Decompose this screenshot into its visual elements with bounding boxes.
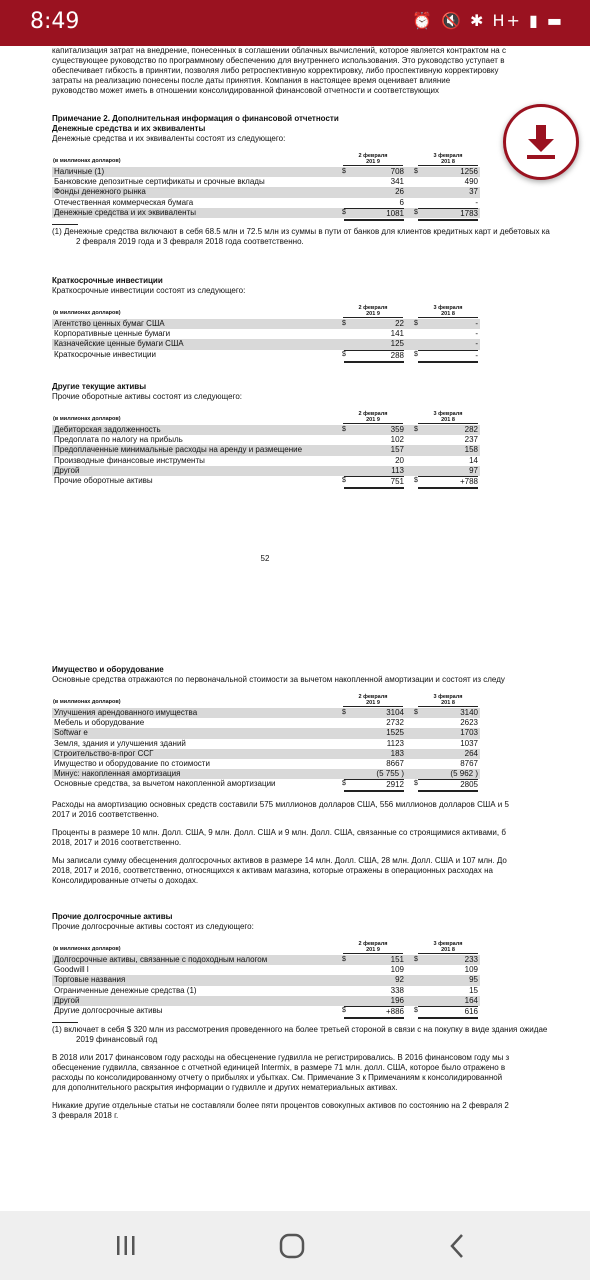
row-label: Земля, здания и улучшения зданий (54, 738, 186, 748)
table-row (52, 198, 480, 208)
value-2018: - (475, 319, 478, 328)
table-row (52, 779, 480, 789)
other-long-term-intro: Прочие долгосрочные активы состоят из следующего: (52, 922, 254, 931)
col-year: 201 8 (441, 311, 455, 317)
value-2019: 1123 (386, 738, 404, 748)
value-2019: 708 (390, 167, 404, 176)
value-2019: 8667 (386, 758, 404, 768)
value-2018: 233 (464, 955, 478, 964)
value-2019: 6 (399, 197, 404, 207)
value-2019: 157 (390, 445, 404, 455)
row-label: Мебель и оборудование (54, 718, 145, 728)
table-row (52, 1006, 480, 1016)
short-term-section (52, 276, 590, 360)
fragment-line: затраты на реализацию понесены после даты принятия. Компания в настоящее время оценивает влияние (52, 76, 451, 85)
col-year: 201 9 (366, 311, 380, 317)
ppe-intro: Основные средства отражаются по первоначальной стоимости за вычетом накопленной амортизации и состоят из следу (52, 675, 505, 684)
row-label: Наличные (1) (54, 167, 105, 176)
row-label: Softwar e (54, 728, 88, 738)
value-2018: - (418, 350, 478, 363)
value-2019: 359 (390, 425, 404, 434)
currency-sign: $ (414, 208, 418, 216)
row-label: Банковские депозитные сертификаты и срочные вклады (54, 177, 265, 187)
row-label: Улучшения арендованного имущества (54, 708, 198, 717)
value-2018: 158 (464, 445, 478, 455)
value-2018: 37 (469, 187, 478, 197)
column-header-2019 (343, 694, 403, 707)
value-2018: 164 (464, 995, 478, 1005)
unit-label: (в миллионах долларов) (53, 946, 121, 952)
back-icon (438, 1229, 478, 1263)
row-label: Фонды денежного рынка (54, 187, 146, 197)
column-header-2018 (418, 305, 478, 318)
value-2019: 183 (390, 748, 404, 758)
short-term-intro: Краткосрочные инвестиции состоят из следующего: (52, 286, 246, 295)
value-2019: 2912 (344, 779, 404, 792)
short-term-table (52, 301, 480, 360)
value-2019: 288 (344, 350, 404, 363)
table-row (52, 996, 480, 1006)
other-current-table (52, 407, 480, 486)
currency-sign: $ (342, 476, 346, 484)
long-term-footnote (52, 1022, 590, 1045)
currency-sign: $ (414, 476, 418, 484)
row-label: Корпоративные ценные бумаги (54, 329, 171, 339)
currency-sign: $ (342, 1006, 346, 1014)
col-date: 3 февраля (433, 153, 463, 159)
row-label: Краткосрочные инвестиции (54, 349, 156, 359)
other-current-section (52, 382, 590, 486)
table-row (52, 759, 480, 769)
table-header (52, 301, 480, 319)
value-2018: 97 (469, 465, 478, 475)
row-label: Прочие оборотные активы (54, 475, 153, 485)
column-header-2018 (418, 941, 478, 954)
value-2019: 92 (395, 975, 404, 985)
row-label: Ограниченные денежные средства (1) (54, 985, 197, 995)
table-row (52, 708, 480, 718)
cash-table (52, 149, 480, 218)
table-row (52, 466, 480, 476)
currency-sign: $ (414, 709, 418, 716)
top-fragment (52, 46, 590, 96)
col-date: 3 февраля (433, 411, 463, 417)
footnote-text: (1) Денежные средства включают в себя 68.5 млн и 72.5 млн из суммы в пути от банков для клиентов кредитных карт и дебетовых ка (52, 226, 550, 236)
column-header-2019 (343, 941, 403, 954)
table-row (52, 319, 480, 329)
status-time: 8:49 (30, 9, 80, 34)
table-row (52, 975, 480, 985)
status-bar (0, 0, 590, 46)
unit-label: (в миллионах долларов) (53, 158, 121, 164)
col-year: 201 9 (366, 947, 380, 953)
value-2018: 1256 (460, 167, 478, 176)
table-row (52, 208, 480, 218)
row-label: Минус: накопленная амортизация (54, 769, 181, 779)
col-date: 3 февраля (433, 694, 463, 700)
value-2019: 341 (390, 177, 404, 187)
value-2018: +788 (418, 476, 478, 489)
value-2019: 151 (390, 955, 404, 964)
value-2019: 20 (395, 455, 404, 465)
other-long-term-title: Прочие долгосрочные активы (52, 912, 173, 921)
table-row (52, 456, 480, 466)
value-2018: 490 (464, 177, 478, 187)
note2-title: Примечание 2. Дополнительная информация о финансовой отчетности (52, 114, 339, 123)
currency-sign: $ (342, 426, 346, 433)
col-date: 2 февраля (358, 694, 388, 700)
value-2018: 8767 (460, 758, 478, 768)
value-2018: 2623 (460, 718, 478, 728)
page-number: 52 (260, 554, 270, 563)
row-label: Агентство ценных бумаг США (54, 319, 165, 328)
row-label: Производные финансовые инструменты (54, 455, 205, 465)
table-row (52, 769, 480, 779)
table-row (52, 177, 480, 187)
row-label: Предоплаченные минимальные расходы на аренду и размещение (54, 445, 303, 455)
value-2019: 196 (390, 995, 404, 1005)
recent-apps-button[interactable] (106, 1229, 146, 1263)
unit-label: (в миллионах долларов) (53, 699, 121, 705)
column-header-2018 (418, 411, 478, 424)
unit-label: (в миллионах долларов) (53, 416, 121, 422)
download-icon (524, 123, 558, 161)
value-2019: 3104 (386, 708, 404, 717)
back-button[interactable] (438, 1229, 478, 1263)
table-row (52, 986, 480, 996)
other-current-intro: Прочие оборотные активы состоят из следующего: (52, 392, 242, 401)
value-2018: 2805 (418, 779, 478, 792)
value-2018: - (475, 329, 478, 339)
row-label: Торговые названия (54, 975, 126, 985)
table-header (52, 407, 480, 425)
value-2018: 616 (418, 1006, 478, 1019)
row-label: Денежные средства и их эквиваленты (54, 207, 196, 217)
currency-sign: $ (414, 320, 418, 327)
footnote-text: (1) включает в себя $ 320 млн из рассмотрения проведенного на более третьей стороной в связи с на покупку в виде здания ожидае (52, 1025, 548, 1035)
currency-sign: $ (414, 780, 418, 788)
col-date: 2 февраля (358, 941, 388, 947)
currency-sign: $ (342, 320, 346, 327)
value-2018: - (475, 197, 478, 207)
value-2018: 264 (464, 748, 478, 758)
col-year: 201 8 (441, 700, 455, 706)
home-icon (272, 1229, 312, 1263)
col-year: 201 9 (366, 417, 380, 423)
navigation-bar (0, 1211, 590, 1280)
other-current-title: Другие текущие активы (52, 382, 147, 391)
value-2018: 1037 (460, 738, 478, 748)
table-row (52, 329, 480, 339)
unit-label: (в миллионах долларов) (53, 310, 121, 316)
cash-footnote (52, 224, 590, 247)
col-year: 201 8 (441, 159, 455, 165)
table-header (52, 690, 480, 708)
value-2018: 1783 (418, 208, 478, 221)
footnote-text-2: 2019 финансовый год (76, 1035, 158, 1045)
row-label: Предоплата по налогу на прибыль (54, 435, 183, 445)
value-2019: 109 (390, 965, 404, 975)
row-label: Другой (54, 465, 80, 475)
column-header-2019 (343, 153, 403, 166)
table-row (52, 728, 480, 738)
row-label: Другие долгосрочные активы (54, 1005, 163, 1015)
col-date: 3 февраля (433, 305, 463, 311)
currency-sign: $ (414, 168, 418, 175)
value-2019: 2732 (386, 718, 404, 728)
currency-sign: $ (342, 168, 346, 175)
ppe-section (52, 665, 590, 886)
col-year: 201 8 (441, 947, 455, 953)
table-row (52, 350, 480, 360)
col-year: 201 9 (366, 159, 380, 165)
currency-sign: $ (414, 426, 418, 433)
table-row (52, 167, 480, 177)
row-label: Имущество и оборудование по стоимости (54, 758, 210, 768)
table-row (52, 435, 480, 445)
column-header-2019 (343, 411, 403, 424)
value-2019: 113 (391, 465, 404, 475)
value-2019: 26 (395, 187, 404, 197)
value-2018: 14 (469, 455, 478, 465)
column-header-2018 (418, 153, 478, 166)
value-2019: 1525 (386, 728, 404, 738)
row-label: Goodwill l (54, 965, 89, 975)
fragment-line: существующее руководство по программному обеспечению для внутреннего использования. Это руководство уступает в (52, 56, 505, 65)
value-2018: 282 (464, 425, 478, 434)
other-long-term-table (52, 937, 480, 1016)
col-date: 2 февраля (358, 411, 388, 417)
footnote-text-2: 2 февраля 2019 года и 3 февраля 2018 года соответственно. (76, 236, 304, 246)
fragment-line: руководство может иметь в отношении консолидированной финансовой отчетности и соответствующих (52, 86, 440, 95)
table-row (52, 718, 480, 728)
value-2018: 1703 (460, 728, 478, 738)
value-2019: 125 (390, 339, 404, 349)
value-2019: 338 (390, 985, 404, 995)
table-row (52, 445, 480, 455)
table-row (52, 955, 480, 965)
note2-intro: Денежные средства и их эквиваленты состоят из следующего: (52, 134, 286, 143)
value-2019: 751 (344, 476, 404, 489)
col-date: 2 февраля (358, 153, 388, 159)
ppe-paragraph: Расходы на амортизацию основных средств составили 575 миллионов долларов США, 556 миллионов долларов США и 5 2017 и 2016 соответственно. (52, 799, 509, 819)
value-2019: +886 (344, 1006, 404, 1019)
currency-sign: $ (342, 709, 346, 716)
row-label: Другой (54, 995, 80, 1005)
value-2018: 95 (469, 975, 478, 985)
col-date: 2 февраля (358, 305, 388, 311)
table-row (52, 476, 480, 486)
currency-sign: $ (414, 350, 418, 358)
value-2018: 237 (464, 435, 478, 445)
col-year: 201 9 (366, 700, 380, 706)
value-2019: (5 755 ) (376, 769, 404, 779)
currency-sign: $ (342, 350, 346, 358)
table-row (52, 425, 480, 435)
recent-apps-icon (106, 1229, 146, 1263)
row-label: Казначейские ценные бумаги США (54, 339, 184, 349)
row-label: Долгосрочные активы, связанные с подоходным налогом (54, 955, 268, 964)
value-2019: 141 (390, 329, 404, 339)
other-long-term-section (52, 912, 590, 1121)
table-row (52, 739, 480, 749)
table-row (52, 749, 480, 759)
currency-sign: $ (342, 780, 346, 788)
value-2018: (5 962 ) (450, 769, 478, 779)
value-2018: 15 (469, 985, 478, 995)
value-2018: 109 (464, 965, 478, 975)
total-assets-paragraph: Никакие другие отдельные статьи не составляли более пяти процентов совокупных активов по состоянию на 2 февраля 2 3 февраля 2018 г. (52, 1101, 509, 1121)
ppe-paragraph: Мы записали сумму обесценения долгосрочных активов в размере 14 млн. Долл. США, 28 млн. Долл. США и 107 млн. До 2018, 2017 и 2016, соответственно, относящихся к активам магазина, которые отражены в операционных расходах на Консолидированные отчеты о доходах. (52, 855, 507, 885)
column-header-2019 (343, 305, 403, 318)
currency-sign: $ (414, 956, 418, 963)
ppe-paragraph: Проценты в размере 10 млн. Долл. США, 9 млн. Долл. США и 9 млн. Долл. США, связанные со строящимися активами, б 2018, 2017 и 2016 соответственно. (52, 827, 506, 847)
goodwill-paragraph: В 2018 или 2017 финансовом году расходы на обесценение гудвилла не регистрировались. В 2016 финансовом году мы з обесценение гудвилла, связанное с отчетной единицей Intermix, в размере 71 млн. долл. США, которое было отражено в расходы по консолидированному отчету о прибылях и убытках. См. Примечание 3 к Примечаниям к консолидированной для дополнительного раскрытия информации о гудвилле и других нематериальных активах. (52, 1053, 510, 1093)
note2-subtitle: Денежные средства и их эквиваленты (52, 124, 206, 133)
fragment-line: обеспечивает гибкость в принятии, позволяя либо ретроспективную корректировку, либо проспективную корректировку (52, 66, 499, 75)
row-label: Основные средства, за вычетом накопленной амортизации (54, 779, 276, 789)
row-label: Строительство-в-прог ССГ (54, 748, 154, 758)
currency-sign: $ (414, 1006, 418, 1014)
table-row (52, 187, 480, 197)
col-date: 3 февраля (433, 941, 463, 947)
document-page[interactable] (0, 46, 590, 1211)
fragment-line: капитализация затрат на внедрение, понесенных в соглашении облачных вычислений, которое является контрактом на с (52, 46, 506, 55)
download-button[interactable] (503, 104, 579, 180)
row-label: Отечественная коммерческая бумага (54, 197, 194, 207)
table-header (52, 149, 480, 167)
value-2018: - (475, 339, 478, 349)
table-header (52, 937, 480, 955)
home-button[interactable] (272, 1229, 312, 1263)
ppe-title: Имущество и оборудование (52, 665, 164, 674)
row-label: Дебиторская задолженность (54, 425, 161, 434)
column-header-2018 (418, 694, 478, 707)
short-term-title: Краткосрочные инвестиции (52, 276, 163, 285)
currency-sign: $ (342, 208, 346, 216)
table-row (52, 965, 480, 975)
currency-sign: $ (342, 956, 346, 963)
col-year: 201 8 (441, 417, 455, 423)
value-2018: 3140 (460, 708, 478, 717)
value-2019: 22 (395, 319, 404, 328)
value-2019: 1081 (344, 208, 404, 221)
value-2019: 102 (390, 435, 404, 445)
status-icons: ⏰ 🔇 ✱ H+ ▮ ▬ (411, 11, 564, 30)
ppe-table (52, 690, 480, 790)
table-row (52, 339, 480, 349)
